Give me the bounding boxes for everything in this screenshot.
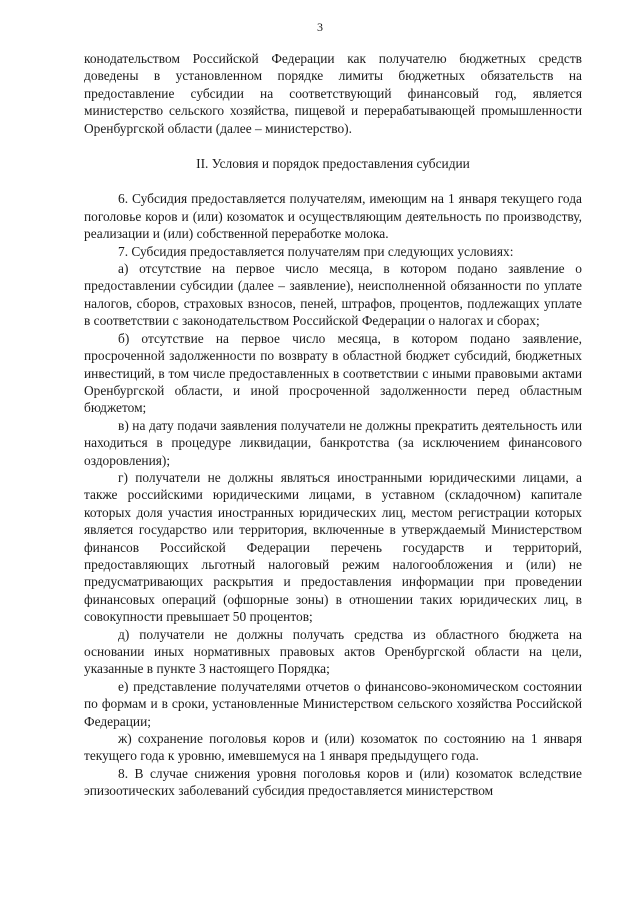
page-number: 3 [317, 20, 323, 34]
condition-b: б) отсутствие на первое число месяца, в котором подано заявление, просроченной задолженности по возврату в областной бюджет субсидий, бюджетных инвестиций, в том числе предоставленных в соответствии с иными правовыми актами Оренбургской области, и иной просроченной задолженности перед областным бюджетом; [84, 330, 582, 416]
section-heading: II. Условия и порядок предоставления субсидии [196, 156, 470, 172]
document-body [84, 50, 582, 800]
intro-paragraph: конодательством Российской Федерации как получателю бюджетных средств доведены в установленном порядке лимиты бюджетных обязательств на предоставление субсидии на соответствующий финансовый год, является министерство сельского хозяйства, пищевой и перерабатывающей промышленности Оренбургской области (далее – министерство). [84, 51, 582, 136]
condition-g: г) получатели не должны являться иностранными юридическими лицами, а также российскими юридическими лицами, в уставном (складочном) капитале которых доля участия иностранных юридических лиц, местом регистрации которых является государство или территория, включенные в утверждаемый Министерством финансов Российской Федерации перечень государств и территорий, предоставляющих льготный налоговый режим налогообложения и (или) не предусматривающих раскрытия и предоставления информации при проведении финансовых операций (офшорные зоны) в отношении таких юридических лиц, в совокупности превышает 50 процентов; [84, 469, 582, 625]
condition-a: а) отсутствие на первое число месяца, в котором подано заявление о предоставлении субсидии (далее – заявление), неисполненной обязанности по уплате налогов, сборов, страховых взносов, пеней, штрафов, процентов, подлежащих уплате в соответствии с законодательством Российской Федерации о налогах и сборах; [84, 261, 582, 329]
condition-e: е) представление получателями отчетов о финансово-экономическом состоянии по формам и в сроки, установленные Министерством сельского хозяйства Российской Федерации; [84, 678, 582, 729]
paragraph-6: 6. Субсидия предоставляется получателям, имеющим на 1 января текущего года поголовье коров и (или) козоматок и осуществляющим деятельность по производству, реализации и (или) собственной переработке молока. [84, 191, 582, 242]
condition-v: в) на дату подачи заявления получатели не должны прекратить деятельность или находиться в процедуре ликвидации, банкротства (за исключением финансового оздоровления); [84, 417, 582, 468]
condition-zh: ж) сохранение поголовья коров и (или) козоматок по состоянию на 1 января текущего года к уровню, имевшемуся на 1 января предыдущего года. [84, 731, 582, 764]
paragraph-7: 7. Субсидия предоставляется получателям при следующих условиях: [118, 243, 514, 259]
condition-d: д) получатели не должны получать средства из областного бюджета на основании иных нормативных правовых актов Оренбургской области на цели, указанные в пункте 3 настоящего Порядка; [84, 626, 582, 677]
paragraph-8: 8. В случае снижения уровня поголовья коров и (или) козоматок вследствие эпизоотических заболеваний субсидия предоставляется министерством [84, 765, 582, 799]
